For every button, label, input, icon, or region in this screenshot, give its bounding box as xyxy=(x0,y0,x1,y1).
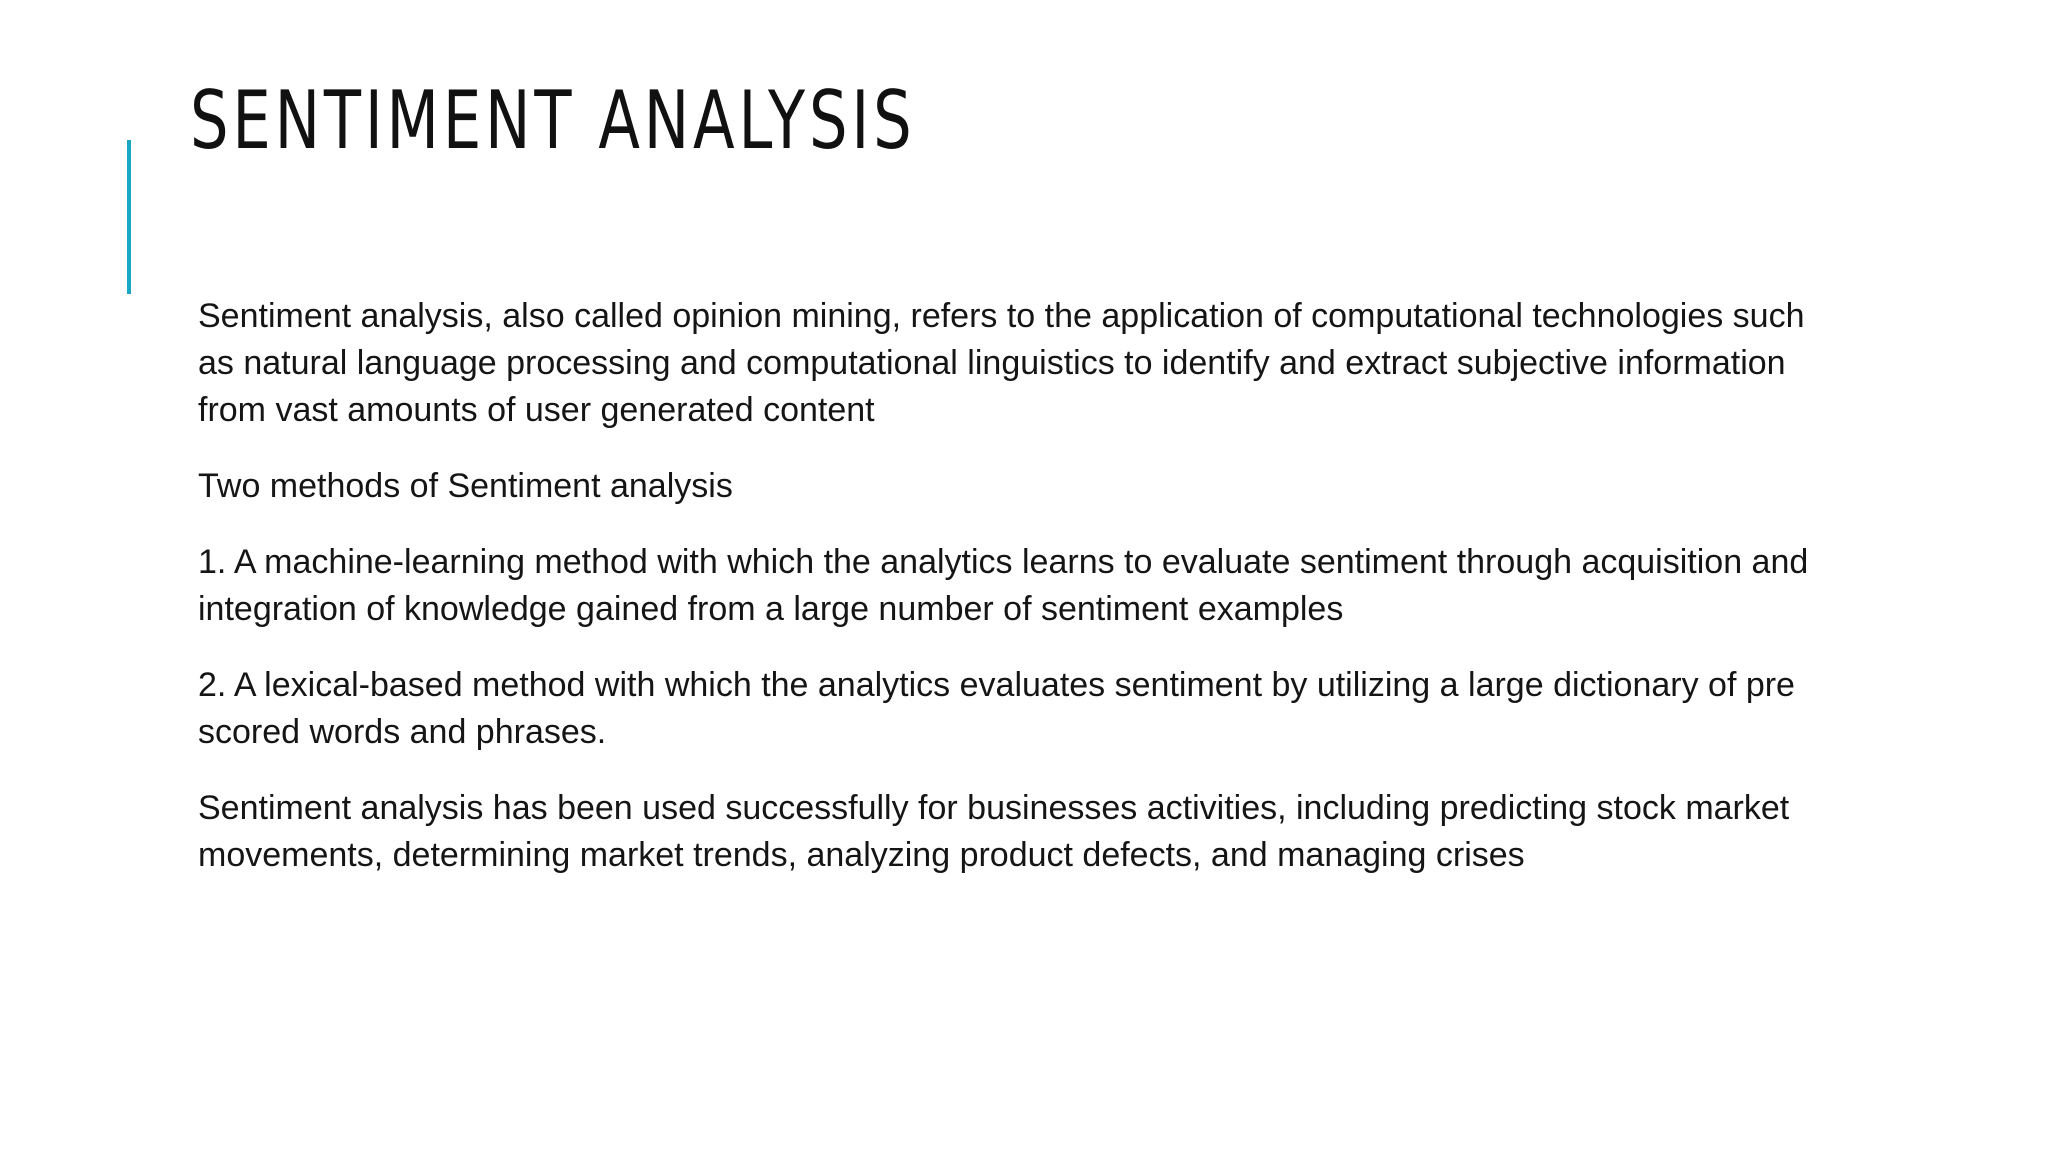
paragraph-methods-heading: Two methods of Sentiment analysis xyxy=(198,467,733,505)
paragraph-business-uses: Sentiment analysis has been used successfully for businesses activities, including predicting stock market movements, determining market trends, analyzing product defects, and managing crises xyxy=(198,789,1790,874)
paragraph-definition: Sentiment analysis, also called opinion mining, refers to the application of computational technologies such as natural language processing and computational linguistics to identify and extract subjective information from vast amounts of user generated content xyxy=(198,297,1805,429)
paragraph-method-machine-learning: 1. A machine-learning method with which the analytics learns to evaluate sentiment through acquisition and integration of knowledge gained from a large number of sentiment examples xyxy=(198,543,1809,628)
paragraph-method-lexical: 2. A lexical-based method with which the analytics evaluates sentiment by utilizing a large dictionary of pre scored words and phrases. xyxy=(198,666,1795,751)
title-accent-bar xyxy=(127,140,131,294)
slide-body xyxy=(198,293,1838,908)
slide-title: SENTIMENT ANALYSIS xyxy=(190,74,916,167)
